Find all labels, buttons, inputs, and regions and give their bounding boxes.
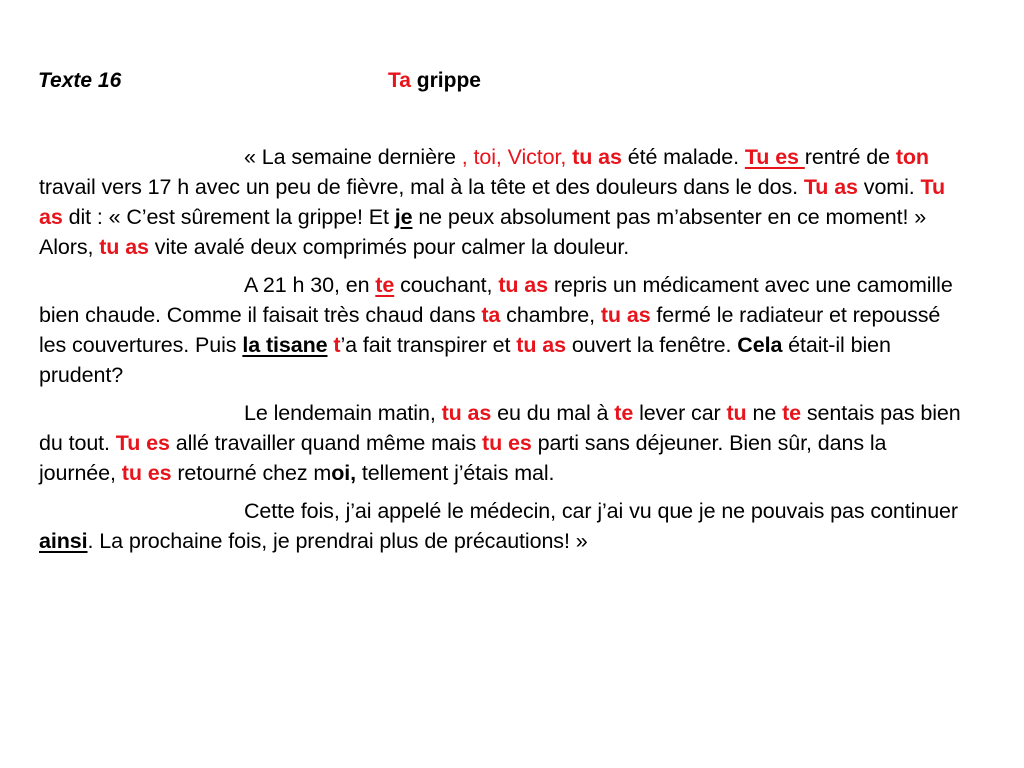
text-run: A 21 h 30, en [244,273,376,297]
highlighted-word: tu as [498,273,548,297]
page-title [388,66,481,96]
text-run: couchant, [394,273,499,297]
text-run: ne peux absolument pas m’absenter en ce moment! » Alors, [39,205,927,259]
highlighted-word: t [333,333,341,357]
highlighted-word: ton [895,145,929,169]
highlighted-word: Cela [737,333,783,357]
text-run: sentais pas bien du tout. [39,401,961,455]
text-run: était-il bien prudent? [39,333,891,387]
text-run: ’a fait transpirer et [340,333,517,357]
text-run: vite avalé deux comprimés pour calmer la douleur. [148,235,630,259]
text-run: « La semaine dernière [244,145,462,169]
text-run: dit : « C’est sûrement la grippe! Et [62,205,395,229]
paragraph-2 [39,270,969,390]
text-run: fermé le radiateur et repoussé les couvertures. Puis [39,303,941,357]
text-number-label: Texte 16 [38,69,122,92]
highlighted-word: Tu es [115,431,170,455]
highlighted-word: tu es [482,431,532,455]
highlighted-word: tu as [441,401,492,425]
highlighted-word: je [394,205,413,229]
text-run: ne [746,401,783,425]
highlighted-word: ainsi [39,529,88,553]
highlighted-word: tu as [572,145,622,169]
highlighted-word: , toi, Victor, [461,145,567,169]
text-run: . La prochaine fois, je prendrai plus de précautions! » [87,529,588,553]
paragraph-4 [39,496,969,556]
text-run: ouvert la fenêtre. [565,333,738,357]
highlighted-word: tu as [99,235,149,259]
text-run: retourné chez m [171,461,332,485]
text-run: été malade. [621,145,745,169]
highlighted-word: la tisane [242,333,328,357]
paragraph-3 [39,398,969,488]
text-run: lever car [633,401,727,425]
title-noun: grippe [416,69,481,92]
text-run: eu du mal à [491,401,615,425]
text-run: allé travailler quand même mais [169,431,483,455]
highlighted-word: Tu as [39,175,946,229]
title-row [38,66,978,96]
paragraph-1 [39,142,969,262]
highlighted-word: tu [726,401,747,425]
text-run: tellement j’étais mal. [355,461,555,485]
highlighted-word: Tu es [744,145,805,169]
text-run: Cette fois, j’ai appelé le médecin, car j’ai vu que je ne pouvais pas continuer [244,499,958,523]
title-possessive: Ta [388,69,411,92]
text-run: travail vers 17 h avec un peu de fièvre, mal à la tête et des douleurs dans le dos. [39,175,804,199]
text-run: rentré de [804,145,896,169]
highlighted-word: tu as [600,303,651,327]
text-run: parti sans déjeuner. Bien sûr, dans la journée, [39,431,887,485]
highlighted-word: te [375,273,395,297]
text-run: repris un médicament avec une camomille bien chaude. Comme il faisait très chaud dans [39,273,953,327]
story-text [39,142,969,564]
highlighted-word: tu as [516,333,566,357]
highlighted-word: tu es [121,461,172,485]
highlighted-word: te [614,401,634,425]
highlighted-word: Tu as [803,175,858,199]
highlighted-word: te [782,401,801,425]
text-run: vomi. [857,175,921,199]
text-run: chambre, [500,303,601,327]
highlighted-word: ta [481,303,501,327]
text-run: Le lendemain matin, [244,401,442,425]
highlighted-word: oi, [331,461,356,485]
